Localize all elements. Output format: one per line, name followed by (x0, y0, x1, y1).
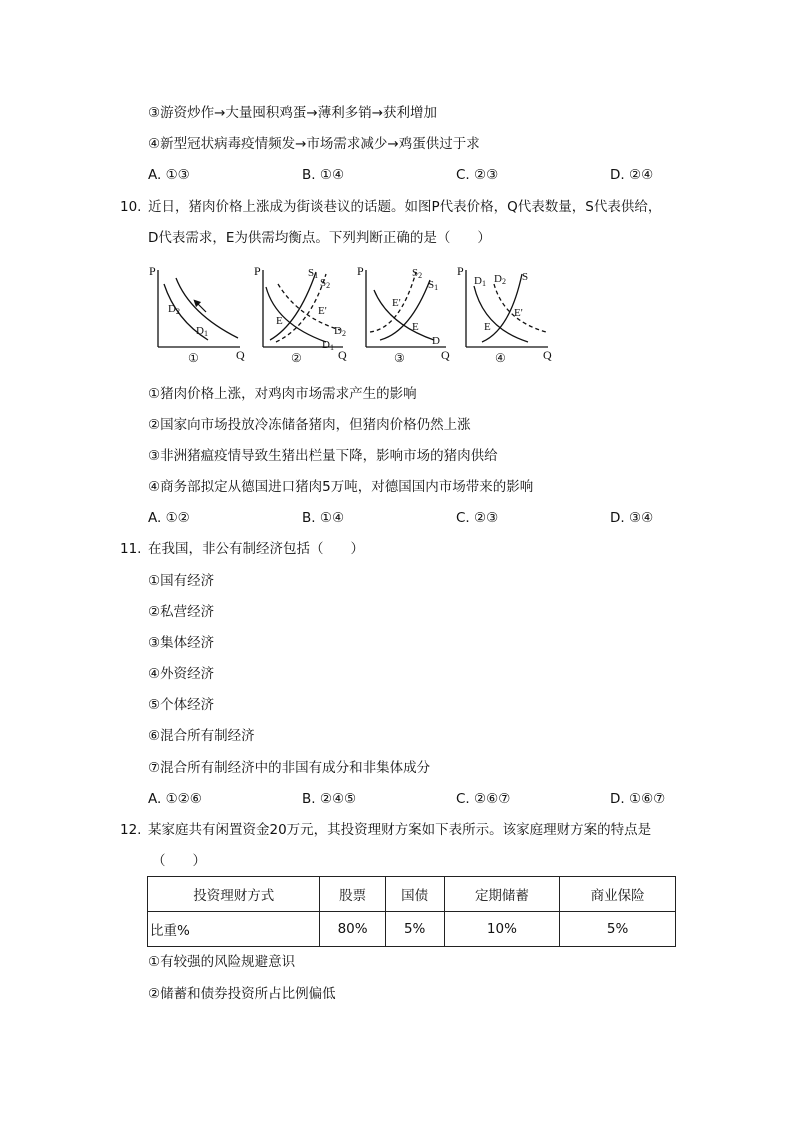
graph-1-d1-label: D1 (196, 325, 208, 338)
q10-option-c: C. ②③ (456, 510, 499, 526)
q11-option-b: B. ②④⑤ (302, 791, 357, 807)
table-header-cell: 定期储蓄 (444, 877, 560, 912)
svg-text:E: E (276, 315, 283, 327)
q11-item-5: ⑤个体经济 (148, 697, 215, 713)
graph-4 (457, 264, 552, 365)
q10-stem-line1: 近日，猪肉价格上涨成为街谈巷议的话题。如图P代表价格，Q代表数量，S代表供给， (148, 199, 662, 215)
table-header-cell: 商业保险 (560, 877, 676, 912)
q9-item-4: ④新型冠状病毒疫情频发→市场需求减少→鸡蛋供过于求 (148, 136, 480, 152)
q11-stem: 在我国，非公有制经济包括（ ） (148, 541, 364, 557)
svg-text:Q: Q (543, 348, 552, 362)
svg-text:E: E (412, 321, 419, 333)
svg-text:S1: S1 (308, 267, 319, 280)
graph-2-number: ② (291, 351, 302, 365)
graph-3-d-curve (374, 290, 434, 340)
table-header-row (148, 877, 676, 912)
graph-1-number: ① (188, 351, 199, 365)
svg-text:D2: D2 (494, 273, 506, 286)
table-header-cell: 股票 (320, 877, 385, 912)
svg-text:D1: D1 (322, 339, 334, 352)
q9-item-3: ③游资炒作→大量囤积鸡蛋→薄利多销→获利增加 (148, 105, 438, 121)
q11-option-a: A. ①②⑥ (148, 791, 202, 807)
svg-text:P: P (457, 264, 464, 278)
q11-item-1: ①国有经济 (148, 573, 215, 589)
q10-stem-line2: D代表需求，E为供需均衡点。下列判断正确的是（ ） (148, 230, 491, 246)
table-cell: 5% (560, 912, 676, 947)
svg-text:S2: S2 (320, 277, 331, 290)
graph-1 (149, 264, 245, 365)
svg-text:S1: S1 (428, 279, 439, 292)
q11-item-6: ⑥混合所有制经济 (148, 728, 255, 744)
q9-option-a: A. ①③ (148, 167, 190, 183)
q10-number: 10. (120, 199, 142, 215)
q10-item-2: ②国家向市场投放冷冻储备猪肉，但猪肉价格仍然上涨 (148, 417, 471, 433)
graph-1-d2-label: D2 (168, 303, 180, 316)
q12-stem-line1: 某家庭共有闲置资金20万元，其投资理财方案如下表所示。该家庭理财方案的特点是 (148, 822, 652, 838)
q11-item-2: ②私营经济 (148, 604, 215, 620)
svg-text:E: E (484, 321, 491, 333)
table-row (148, 912, 676, 947)
q12-item-1: ①有较强的风险规避意识 (148, 954, 296, 970)
table-header-cell: 投资理财方式 (148, 877, 320, 912)
q12-number: 12. (120, 822, 142, 838)
svg-text:E': E' (392, 297, 401, 309)
q12-stem-line2: （ ） (152, 853, 206, 869)
graph-3 (357, 264, 450, 365)
q10-graphs (148, 262, 558, 366)
table-cell: 5% (385, 912, 444, 947)
svg-text:D2: D2 (334, 325, 346, 338)
q10-item-1: ①猪肉价格上涨，对鸡肉市场需求产生的影响 (148, 386, 417, 402)
svg-text:S: S (522, 271, 529, 283)
q11-item-7: ⑦混合所有制经济中的非国有成分和非集体成分 (148, 760, 431, 776)
table-header-cell: 国债 (385, 877, 444, 912)
table-cell: 比重% (148, 912, 320, 947)
q10-item-3: ③非洲猪瘟疫情导致生猪出栏量下降，影响市场的猪肉供给 (148, 448, 498, 464)
q10-option-b: B. ①④ (302, 510, 345, 526)
q11-option-d: D. ①⑥⑦ (610, 791, 666, 807)
graph-3-s1-curve (380, 280, 430, 340)
svg-text:E': E' (318, 305, 327, 317)
q11-item-3: ③集体经济 (148, 635, 215, 651)
q12-item-2: ②储蓄和债券投资所占比例偏低 (148, 986, 336, 1002)
svg-text:P: P (254, 264, 261, 278)
investment-table (147, 876, 676, 947)
q11-number: 11. (120, 541, 142, 557)
svg-text:Q: Q (338, 348, 347, 362)
q9-option-d: D. ②④ (610, 167, 654, 183)
graph-1-q-label: Q (236, 348, 245, 362)
svg-text:P: P (357, 264, 364, 278)
q9-option-b: B. ①④ (302, 167, 345, 183)
q10-option-a: A. ①② (148, 510, 190, 526)
svg-text:S2: S2 (412, 267, 423, 280)
q11-item-4: ④外资经济 (148, 666, 215, 682)
svg-text:D: D (432, 335, 440, 347)
graph-2 (254, 264, 347, 365)
table-cell: 80% (320, 912, 385, 947)
graph-3-number: ③ (394, 351, 405, 365)
graph-1-p-label: P (149, 264, 156, 278)
q11-option-c: C. ②⑥⑦ (456, 791, 511, 807)
svg-text:E': E' (514, 307, 523, 319)
q10-item-4: ④商务部拟定从德国进口猪肉5万吨，对德国国内市场带来的影响 (148, 479, 534, 495)
table-cell: 10% (444, 912, 560, 947)
svg-text:Q: Q (441, 348, 450, 362)
graph-2-s1-curve (270, 272, 316, 340)
graph-4-number: ④ (495, 351, 506, 365)
q10-option-d: D. ③④ (610, 510, 654, 526)
q9-option-c: C. ②③ (456, 167, 499, 183)
svg-text:D1: D1 (474, 275, 486, 288)
